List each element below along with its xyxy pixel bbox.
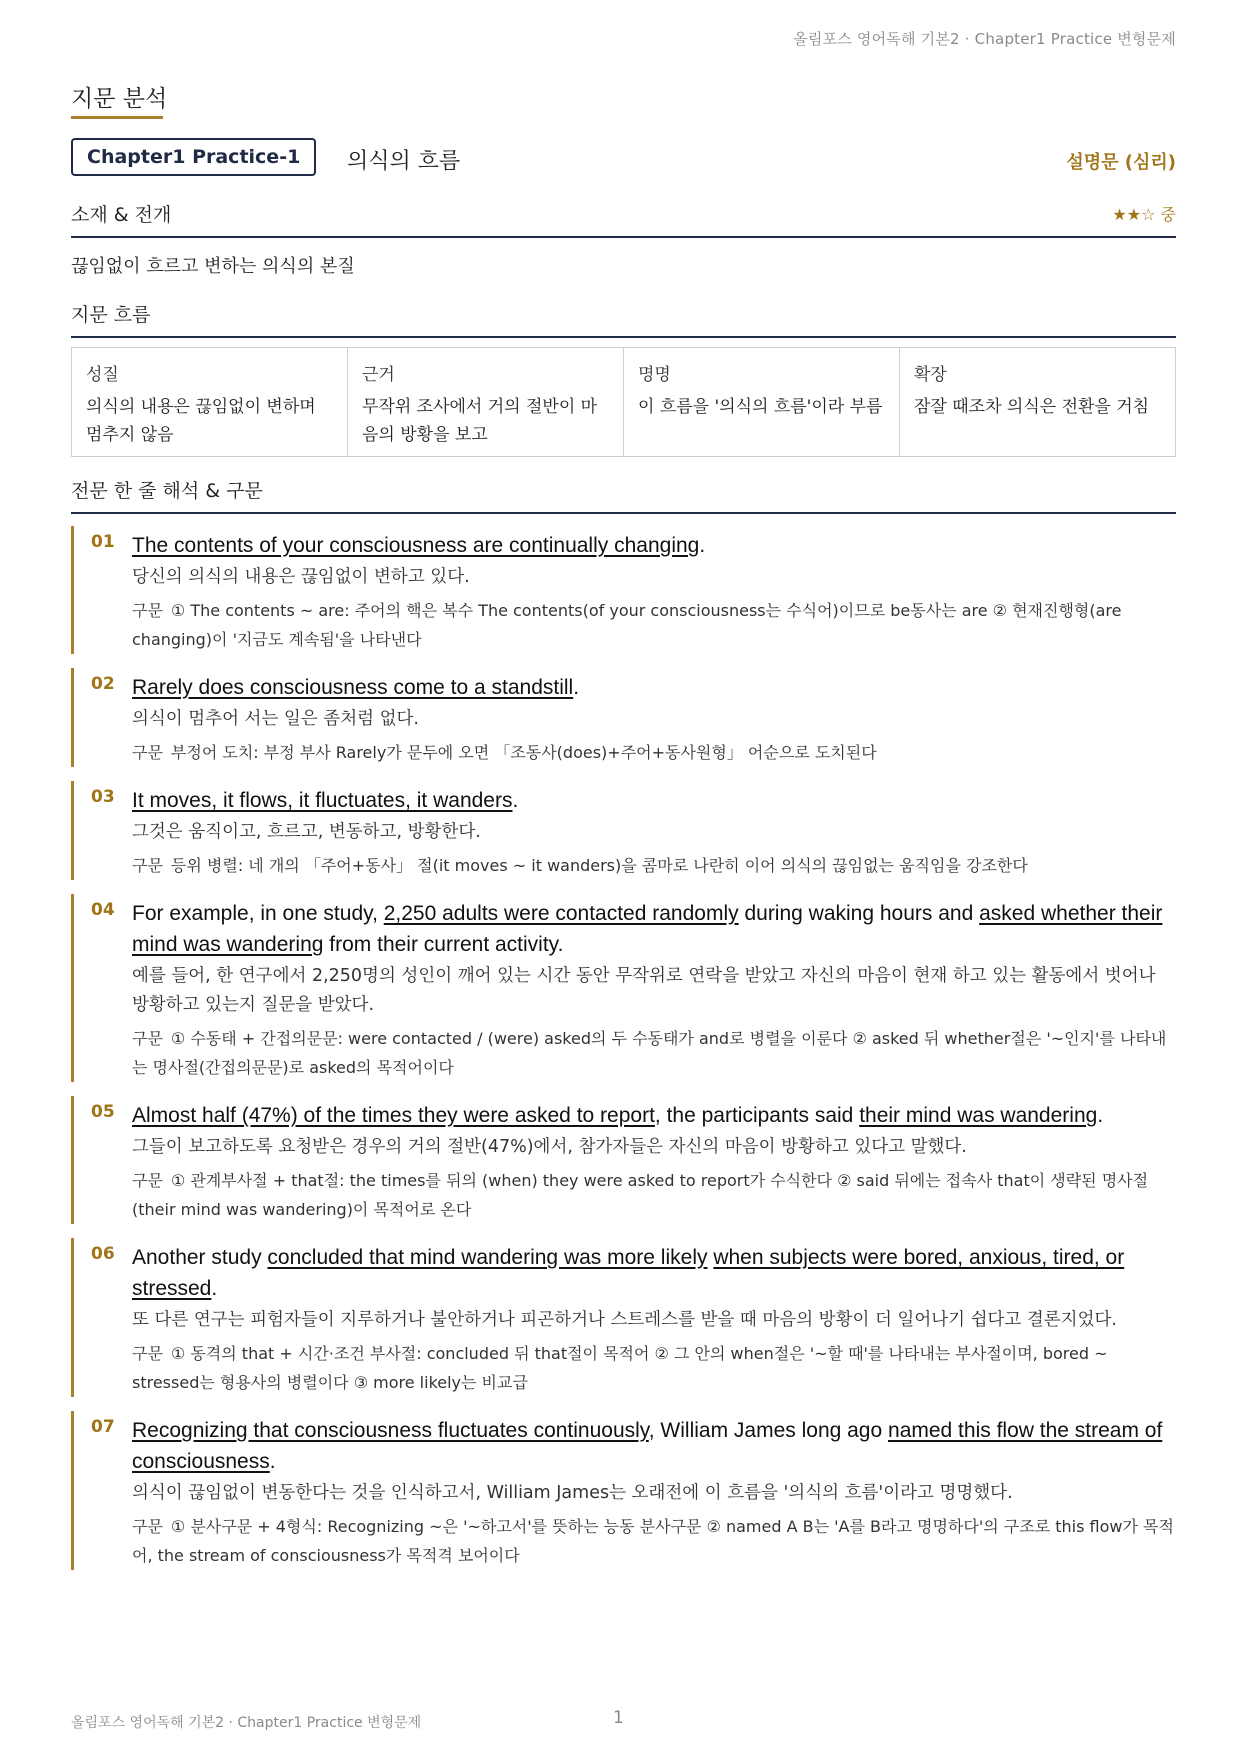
english-sentence: [132, 781, 1176, 816]
grammar-note: [132, 1024, 1176, 1082]
sentence-segment: .: [269, 1450, 276, 1473]
flow-cell: [624, 348, 900, 456]
flow-cell-label: 근거: [362, 365, 395, 385]
grammar-label: 구문: [132, 1171, 163, 1190]
sentence-item: [71, 1411, 1176, 1570]
page: [71, 0, 1176, 1754]
english-sentence: [132, 1411, 1176, 1477]
flow-cell: [348, 348, 624, 456]
flow-cell-label: 명명: [638, 365, 671, 385]
grammar-text: ① The contents ~ are: 주어의 핵은 복수 The contents(of your consciousness는 수식어)이므로 be동사는 are ② 현재진행형(are changing)이 '지금도 계속됨'을 나타낸다: [132, 601, 1122, 649]
korean-translation: 의식이 멈추어 서는 일은 좀처럼 없다.: [132, 709, 419, 729]
underlined-phrase: Rarely does consciousness come to a standstill: [132, 676, 574, 699]
grammar-text: ① 분사구문 + 4형식: Recognizing ~은 '~하고서'를 뜻하는 능동 분사구문 ② named A B는 'A를 B라고 명명하다'의 구조로 this flow가 목적어, the stream of consciousness가 목적격 보어이다: [132, 1517, 1174, 1565]
grammar-note: [132, 738, 1176, 767]
sentence-number: 02: [91, 674, 115, 694]
grammar-label: 구문: [132, 1029, 163, 1048]
underlined-phrase: named this flow the stream of consciousness: [132, 1419, 1163, 1473]
korean-translation: 또 다른 연구는 피험자들이 지루하거나 불안하거나 피곤하거나 스트레스를 받을 때 마음의 방황이 더 일어나기 쉽다고 결론지었다.: [132, 1310, 1117, 1330]
sentence-segment: .: [573, 676, 580, 699]
sentence-segment: from their current activity.: [323, 933, 564, 956]
material-heading: [71, 200, 1176, 227]
material-heading-rule: [71, 236, 1176, 238]
sentence-segment: Another study: [132, 1246, 268, 1269]
practice-badge: Chapter1 Practice-1: [71, 138, 316, 176]
sentence-number: 05: [91, 1102, 115, 1122]
material-heading-text: 소재 & 전개: [71, 204, 172, 226]
flow-cell-text: 잠잘 때조차 의식은 전환을 거침: [914, 397, 1150, 417]
sentence-item: [71, 1238, 1176, 1397]
english-sentence: [132, 526, 1176, 561]
running-header: 올림포스 영어독해 기본2 · Chapter1 Practice 변형문제: [793, 30, 1176, 48]
flow-cell-text: 이 흐름을 '의식의 흐름'이라 부름: [638, 397, 883, 417]
sentence-item: [71, 781, 1176, 880]
grammar-note: [132, 596, 1176, 654]
sentence-segment: .: [699, 534, 706, 557]
flow-heading: [71, 300, 1176, 327]
flow-cell-label: 확장: [914, 365, 947, 385]
underlined-phrase: It moves, it flows, it fluctuates, it wanders: [132, 789, 513, 812]
underlined-phrase: Almost half (47%) of the times they were asked to report: [132, 1104, 655, 1127]
sentence-item: [71, 526, 1176, 654]
underlined-phrase: concluded that mind wandering was more likely: [267, 1246, 708, 1269]
grammar-label: 구문: [132, 1517, 163, 1536]
korean-translation: 그들이 보고하도록 요청받은 경우의 거의 절반(47%)에서, 참가자들은 자신의 마음이 방황하고 있다고 말했다.: [132, 1137, 967, 1157]
flow-table: [71, 347, 1176, 457]
sentence-item: [71, 894, 1176, 1082]
underlined-phrase: The contents of your consciousness are continually changing: [132, 534, 700, 557]
sentence-segment: .: [1097, 1104, 1104, 1127]
underlined-phrase: 2,250 adults were contacted randomly: [383, 902, 739, 925]
flow-cell-text: 의식의 내용은 끊임없이 변하며 멈추지 않음: [86, 397, 316, 445]
grammar-text: ① 수동태 + 간접의문문: were contacted / (were) asked의 두 수동태가 and로 병렬을 이룬다 ② asked 뒤 whether절은 '~인지'를 나타내는 명사절(간접의문문)로 asked의 목적어이다: [132, 1029, 1167, 1077]
english-sentence: [132, 894, 1176, 960]
sentence-segment: .: [512, 789, 519, 812]
grammar-text: ① 동격의 that + 시간·조건 부사절: concluded 뒤 that절이 목적어 ② 그 안의 when절은 '~할 때'를 나타내는 부사절이며, bored ~ stressed는 형용사의 병렬이다 ③ more likely는 비교급: [132, 1344, 1108, 1392]
sentence-segment: For example, in one study,: [132, 902, 384, 925]
difficulty-rating: ★★☆ 중: [1112, 205, 1176, 224]
underlined-phrase: when subjects were bored, anxious, tired, or stressed: [132, 1246, 1125, 1300]
grammar-label: 구문: [132, 856, 163, 875]
english-sentence: [132, 668, 1176, 703]
underlined-phrase: Recognizing that consciousness fluctuates continuously: [132, 1419, 649, 1442]
korean-translation: 의식이 끊임없이 변동한다는 것을 인식하고서, William James는 오래전에 이 흐름을 '의식의 흐름'이라고 명명했다.: [132, 1483, 1013, 1503]
material-text: 끊임없이 흐르고 변하는 의식의 본질: [71, 256, 355, 277]
sentence-segment: during waking hours and: [738, 902, 980, 925]
section-title: 지문 분석: [71, 86, 168, 112]
underlined-phrase: asked whether their mind was wandering: [132, 902, 1163, 956]
grammar-note: [132, 1512, 1176, 1570]
grammar-note: [132, 1339, 1176, 1397]
underlined-phrase: their mind was wandering: [859, 1104, 1098, 1127]
grammar-label: 구문: [132, 1344, 163, 1363]
sentence-number: 04: [91, 900, 115, 920]
korean-translation: 당신의 의식의 내용은 끊임없이 변하고 있다.: [132, 567, 470, 587]
grammar-note: [132, 1166, 1176, 1224]
sentence-number: 07: [91, 1417, 115, 1437]
sentence-number: 03: [91, 787, 115, 807]
sentence-segment: , the participants said: [654, 1104, 860, 1127]
analysis-heading-text: 전문 한 줄 해석 & 구문: [71, 480, 263, 502]
analysis-heading-rule: [71, 512, 1176, 514]
english-sentence: [132, 1096, 1176, 1131]
sentence-number: 06: [91, 1244, 115, 1264]
flow-cell: [900, 348, 1175, 456]
section-title-underline: [71, 116, 163, 119]
sentence-item: [71, 1096, 1176, 1224]
footer-title: 올림포스 영어독해 기본2 · Chapter1 Practice 변형문제: [71, 1715, 422, 1731]
flow-heading-rule: [71, 336, 1176, 338]
grammar-label: 구문: [132, 601, 163, 620]
page-number: 1: [613, 1708, 624, 1728]
english-sentence: [132, 1238, 1176, 1304]
flow-cell-label: 성질: [86, 365, 119, 385]
grammar-text: 등위 병렬: 네 개의 「주어+동사」 절(it moves ~ it wanders)을 콤마로 나란히 이어 의식의 끊임없는 움직임을 강조한다: [170, 856, 1028, 875]
grammar-label: 구문: [132, 743, 163, 762]
flow-cell-text: 무작위 조사에서 거의 절반이 마음의 방황을 보고: [362, 397, 598, 445]
flow-cell: [72, 348, 348, 456]
korean-translation: 그것은 움직이고, 흐르고, 변동하고, 방황한다.: [132, 822, 481, 842]
sentence-segment: , William James long ago: [648, 1419, 889, 1442]
grammar-note: [132, 851, 1176, 880]
grammar-text: ① 관계부사절 + that절: the times를 뒤의 (when) they were asked to report가 수식한다 ② said 뒤에는 접속사 that이 생략된 명사절(their mind was wandering)이 목적어로 온다: [132, 1171, 1149, 1219]
sentence-list: [71, 526, 1176, 1584]
korean-translation: 예를 들어, 한 연구에서 2,250명의 성인이 깨어 있는 시간 동안 무작위로 연락을 받았고 자신의 마음이 현재 하고 있는 활동에서 벗어나 방황하고 있는지 질문을 받았다.: [132, 966, 1156, 1015]
practice-topic: 의식의 흐름: [347, 149, 461, 174]
sentence-segment: .: [211, 1277, 218, 1300]
grammar-text: 부정어 도치: 부정 부사 Rarely가 문두에 오면 「조동사(does)+주어+동사원형」 어순으로 도치된다: [170, 743, 877, 762]
genre-label: 설명문 (심리): [1066, 152, 1176, 173]
flow-heading-text: 지문 흐름: [71, 304, 151, 326]
analysis-heading: [71, 476, 1176, 503]
sentence-number: 01: [91, 532, 115, 552]
sentence-item: [71, 668, 1176, 767]
